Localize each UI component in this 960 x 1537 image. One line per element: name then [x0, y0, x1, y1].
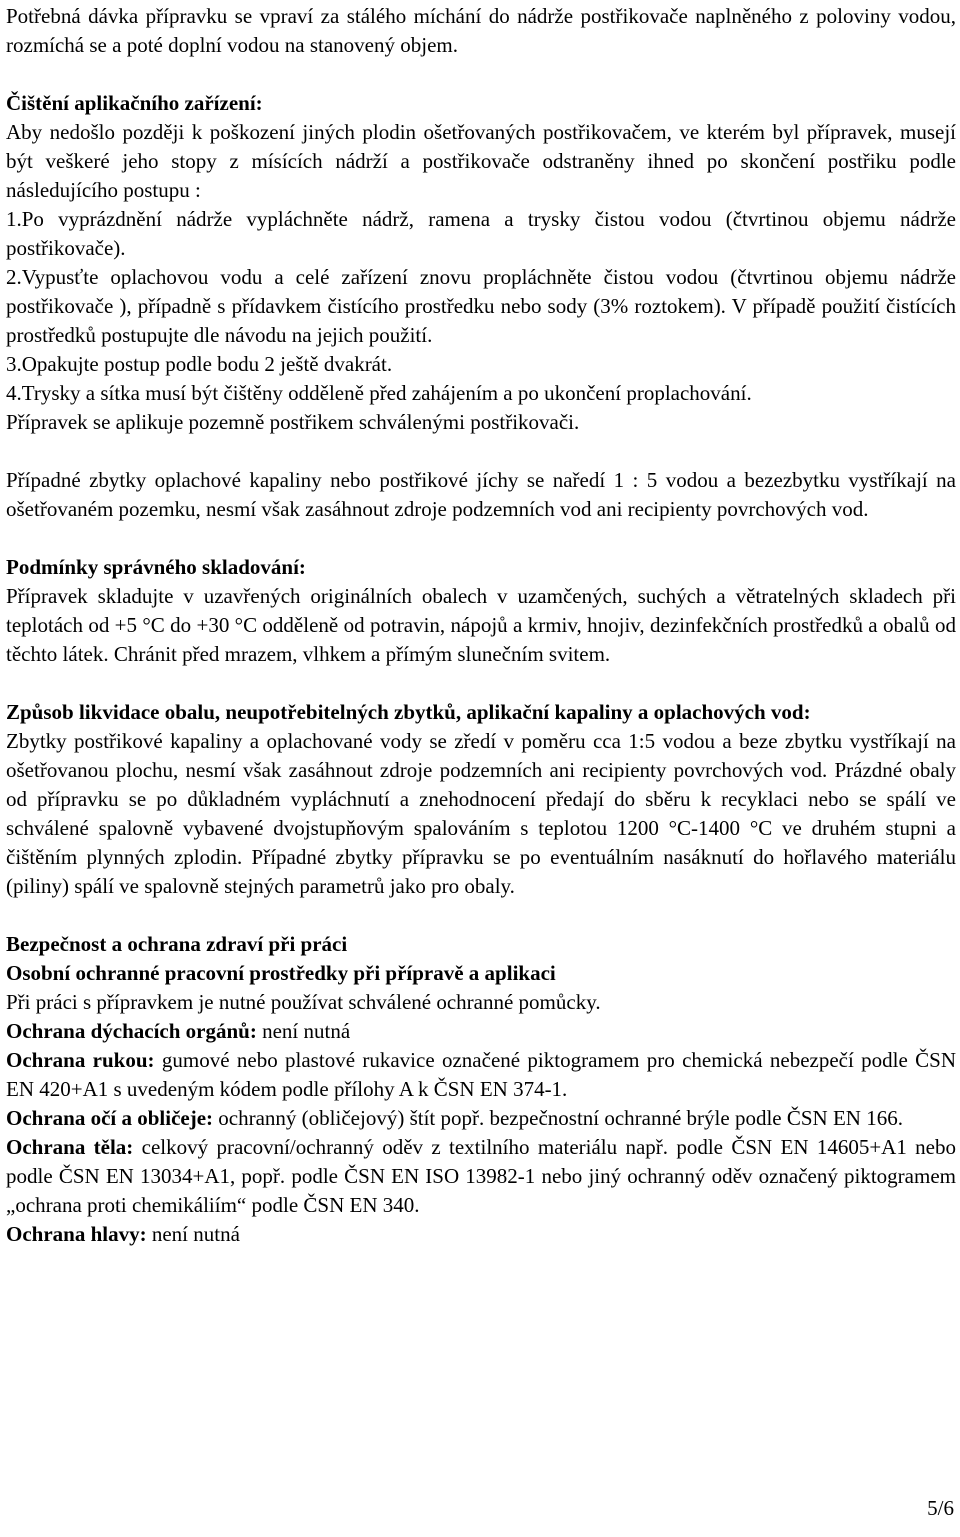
ppe-label: Ochrana těla: — [6, 1135, 134, 1159]
ppe-text: gumové nebo plastové rukavice označené piktogramem pro chemická nebezpečí podle ČSN EN 420+A1 s uvedeným kódem podle přílohy A k ČSN EN 374-1. — [6, 1048, 957, 1101]
safety-paragraph: Při práci s přípravkem je nutné používat schválené ochranné pomůcky. — [6, 990, 601, 1014]
ppe-item-eyes — [6, 1104, 956, 1133]
disposal-paragraph: Zbytky postřikové kapaliny a oplachované vody se zředí v poměru cca 1:5 vodou a beze zbytku vystříkají na ošetřovanou plochu, nesmí však zasáhnout zdroje podzemních ani recipienty povrchových vod. Prázdné obaly od přípravku se po důkladném vypláchnutí a znehodnocení předají do sběru k recyklaci nebo se spálí ve schválené spalovně vybavené dvojstupňovým spalováním s teplotou 1200 °C-1400 °C ve druhém stupni a čištěním plynných zplodin. Případné zbytky přípravku se po eventuálním nasáknutí do hořlavého materiálu (piliny) spálí ve spalovně stejných parametrů jako pro obaly. — [6, 729, 956, 898]
ppe-label: Ochrana rukou: — [6, 1048, 155, 1072]
ppe-item-body — [6, 1133, 956, 1220]
ppe-label: Ochrana dýchacích orgánů: — [6, 1019, 257, 1043]
cleaning-step: 2.Vypusťte oplachovou vodu a celé zařízení znovu propláchněte čistou vodou (čtvrtinou objemu nádrže postřikovače ), případně s přídavkem čistícího prostředku nebo sody (3% roztokem). V případě použití čistících prostředků postupujte dle návodu na jejich použití. — [6, 265, 956, 347]
ppe-item-respiratory — [6, 1017, 956, 1046]
residues-paragraph: Případné zbytky oplachové kapaliny nebo postřikové jíchy se naředí 1 : 5 vodou a bezezbytku vystříkají na ošetřovaném pozemku, nesmí však zasáhnout zdroje podzemních vod ani recipienty povrchových vod. — [6, 468, 956, 521]
safety-subheading: Osobní ochranné pracovní prostředky při přípravě a aplikaci — [6, 961, 556, 985]
cleaning-step: 4.Trysky a sítka musí být čištěny odděleně před zahájením a po ukončení proplachování. — [6, 381, 752, 405]
disposal-heading: Způsob likvidace obalu, neupotřebitelných zbytků, aplikační kapaliny a oplachových vod: — [6, 700, 811, 724]
ppe-text: není nutná — [146, 1222, 240, 1246]
ppe-item-hands — [6, 1046, 956, 1104]
ppe-item-head — [6, 1220, 956, 1249]
cleaning-step: 1.Po vyprázdnění nádrže vypláchněte nádrž, ramena a trysky čistou vodou (čtvrtinou objemu nádrže postřikovače). — [6, 207, 956, 260]
page-number: 5/6 — [927, 1496, 954, 1520]
storage-paragraph: Přípravek skladujte v uzavřených originálních obalech v uzamčených, suchých a větratelných skladech při teplotách od +5 °C do +30 °C odděleně od potravin, nápojů a krmiv, hnojiv, dezinfekčních prostředků a obalů od těchto látek. Chránit před mrazem, vlhkem a přímým slunečním svitem. — [6, 584, 956, 666]
cleaning-heading: Čištění aplikačního zařízení: — [6, 91, 263, 115]
ppe-text: ochranný (obličejový) štít popř. bezpečnostní ochranné brýle podle ČSN EN 166. — [213, 1106, 903, 1130]
cleaning-step: 3.Opakujte postup podle bodu 2 ještě dvakrát. — [6, 352, 393, 376]
intro-paragraph: Potřebná dávka přípravku se vpraví za stálého míchání do nádrže postřikovače naplněného z poloviny vodou, rozmíchá se a poté doplní vodou na stanovený objem. — [6, 4, 956, 57]
ppe-text: celkový pracovní/ochranný oděv z textilního materiálu např. podle ČSN EN 14605+A1 nebo podle ČSN EN 13034+A1, popř. podle ČSN EN ISO 13982-1 nebo jiný ochranný oděv označený piktogramem „ochrana proti chemikáliím“ podle ČSN EN 340. — [6, 1135, 956, 1217]
ppe-label: Ochrana očí a obličeje: — [6, 1106, 214, 1130]
cleaning-paragraph: Aby nedošlo později k poškození jiných plodin ošetřovaných postřikovačem, ve kterém byl přípravek, musejí být veškeré jeho stopy z mísících nádrží a postřikovače odstraněny ihned po skončení postřiku podle následujícího postupu : — [6, 120, 956, 202]
ppe-text: není nutná — [256, 1019, 351, 1043]
safety-heading: Bezpečnost a ochrana zdraví při práci — [6, 932, 348, 956]
document-page — [6, 2, 956, 1249]
ppe-label: Ochrana hlavy: — [6, 1222, 147, 1246]
application-paragraph: Přípravek se aplikuje pozemně postřikem schválenými postřikovači. — [6, 410, 580, 434]
storage-heading: Podmínky správného skladování: — [6, 555, 306, 579]
